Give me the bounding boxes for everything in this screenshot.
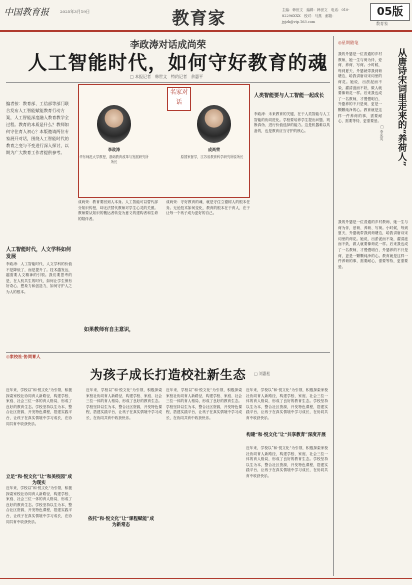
column-3-heading: 人类智能要与人工智能一起成长 <box>254 93 325 99</box>
staff-info: 主编：韩世文 编辑：韩世文 电话：010-82296XXX 校对：马燕 邮箱：jyjzk@vip.163.com <box>282 8 350 24</box>
column-1-text: 李政涛：人工智能时代，人文学科的价值不是降低了，而是提升了。技术越发达，越需要人文精神的引领。我们要思考的是，在人机共生的时代，如何让学生保有好奇心、想象力和创造力，如何守护人之为人的根本。 <box>6 262 72 294</box>
guest-right-photo <box>197 105 231 143</box>
column-2-heading: 如果教师有自主意识， <box>84 327 135 333</box>
masthead <box>0 0 412 32</box>
dialogue-seal: 名家对话 <box>167 87 191 111</box>
lower-column-1b: 近年来，学校以“和·悦文化”为引领，积极探索家校社协同育人新路径，构建学校、家庭、社会三位一体的育人格局，形成了良好的教育生态。学校坚持以生为本，整合社区资源，开发特色课程，搭建实践平台，让孩子在真实情境中学习成长，在协同共育中收获快乐。 <box>6 486 72 524</box>
subhead-3: 构建“和·悦文化”让“共享教育”深度开展 <box>246 433 326 438</box>
column-1-heading: 人工智能时代，人文学科如何发展 <box>6 247 72 260</box>
lower-article-title: 为孩子成长打造校社新生态 <box>90 367 247 382</box>
sidebar-text-top: 我的外婆是一位普通的乡村教师，她一生与荷为伴，爱荷、养荷、写荷。小时候，每到夏天，外婆就带我到荷塘边，给我讲唐诗宋词里的荷花。她说，出淤泥而不染，濯清涟而不妖，做人就要像荷花一样。后来我也成了一名教师，才慢慢明白，外婆养的不只是荷，更是一颗颗纯净的心。教育就是这样一件养荷的事，需要耐心，需要等待，更需要爱。 <box>338 52 382 124</box>
section-divider <box>6 352 330 353</box>
sidebar-text: 我的外婆是一位普通的乡村教师，她一生与荷为伴，爱荷、养荷、写荷。小时候，每到夏天，外婆就带我到荷塘边，给我讲唐诗宋词里的荷花。她说，出淤泥而不染，濯清涟而不妖，做人就要像荷花一样。后来我也成了一名教师，才慢慢明白，外婆养的不只是荷，更是一颗颗纯净的心。教育就是这样一件养荷的事，需要耐心，需要等待，更需要爱。 <box>338 220 408 269</box>
sidebar-title: 从唐诗宋词里走来的“养荷人” <box>396 48 406 167</box>
lower-column-4: 近年来，学校以“和·悦文化”为引领，积极探索家校社协同育人新路径，构建学校、家庭、社会三位一体的育人格局，形成了良好的教育生态。学校坚持以生为本，整合社区资源，开发特色课程，搭建实践平台，让孩子在真实情境中学习成长，在协同共育中收获快乐。 <box>246 388 328 420</box>
guest-right-title: 原国家督学，江苏省教育科学研究所原所长 <box>180 155 244 159</box>
column-3-text: 李政涛：未来教育的关键，在于人类智能与人工智能的协同进化。学校要培养学生提出问题、判断真伪、进行价值选择的能力。这是机器难以具备的，也是教育应当守护的核心。 <box>254 112 330 133</box>
guest-left-title: 华东师范大学教授，基础教育改革与发展研究所所长 <box>79 155 149 164</box>
headline-main: 人工智能时代，如何守好教育的魂 <box>28 52 329 74</box>
guests-panel <box>78 84 250 198</box>
lower-section-tag: ◎家校社·协同育人 <box>6 354 41 359</box>
newspaper-logo: 中国教育报 <box>4 8 50 18</box>
lower-article-byline: □ 刘惠松 <box>254 371 271 376</box>
issue-date: 2025年3月19日 <box>60 9 90 14</box>
lower-column-4b: 近年来，学校以“和·悦文化”为引领，积极探索家校社协同育人新路径，构建学校、家庭、社会三位一体的育人格局，形成了良好的教育生态。学校坚持以生为本，整合社区资源，开发特色课程，搭建实践平台，让孩子在真实情境中学习成长，在协同共育中收获快乐。 <box>246 446 328 478</box>
guest-right-name: 成尚荣 <box>208 147 220 152</box>
page-footer <box>0 578 412 585</box>
article-byline: □ 本报记者 韩世文 特约记者 余惠平 <box>130 74 204 79</box>
page-number: 05版 <box>370 3 410 21</box>
sidebar-tag: ◎星期随笔 <box>338 40 359 45</box>
editor-note: 编者按：教育部、工信部等部门联合发布人工智能赋能教育行动方案，人工智能深度融入教育教学全过程。教育的本质是什么？教师如何守住育人初心？本版邀请两位专家展开对话，围绕人工智能时代的教育之变与不变进行深入探讨，以期为广大教育工作者提供参考。 <box>6 101 69 155</box>
column-2-text: 成尚荣：教育要回到人本身。人工智能可以替代部分知识传授，却无法替代教师对学生心灵的关照。教师要从知识的搬运者转变为意义的建构者和生命的陪伴者。 <box>78 200 158 221</box>
sidebar-divider <box>333 36 334 576</box>
column-4-text: 成尚荣：守好教育的魂，就是守住立德树人的根本任务。无论技术如何变化，教育的根本在于育人，在于让每一个孩子成为更好的自己。 <box>166 200 250 216</box>
guest-left-name: 李政涛 <box>108 147 120 152</box>
lower-column-2: 近年来，学校以“和·悦文化”为引领，积极探索家校社协同育人新路径，构建学校、家庭、社会三位一体的育人格局，形成了良好的教育生态。学校坚持以生为本，整合社区资源，开发特色课程，搭建实践平台，让孩子在真实情境中学习成长，在协同共育中收获快乐。 <box>86 388 162 420</box>
subhead-2: 依托“和·悦文化”让“课程赋能”成为新常态 <box>88 517 154 528</box>
guest-left-photo <box>97 105 131 143</box>
sidebar-author: □ 李光英 <box>380 125 384 141</box>
page-name: 教育家 <box>376 21 388 26</box>
divider <box>6 82 330 83</box>
lower-column-1: 近年来，学校以“和·悦文化”为引领，积极探索家校社协同育人新路径，构建学校、家庭、社会三位一体的育人格局，形成了良好的教育生态。学校坚持以生为本，整合社区资源，开发特色课程，搭建实践平台，让孩子在真实情境中学习成长，在协同共育中收获快乐。 <box>6 388 72 426</box>
subhead-1: 立足“和·悦文化”让“和美校园”成为现实 <box>6 475 72 486</box>
headline-kicker: 李政涛对话成尚荣 <box>130 40 207 51</box>
lower-column-3: 近年来，学校以“和·悦文化”为引领，积极探索家校社协同育人新路径，构建学校、家庭、社会三位一体的育人格局，形成了良好的教育生态。学校坚持以生为本，整合社区资源，开发特色课程，搭建实践平台，让孩子在真实情境中学习成长，在协同共育中收获快乐。 <box>166 388 242 420</box>
section-title: 教育家 <box>172 9 226 29</box>
